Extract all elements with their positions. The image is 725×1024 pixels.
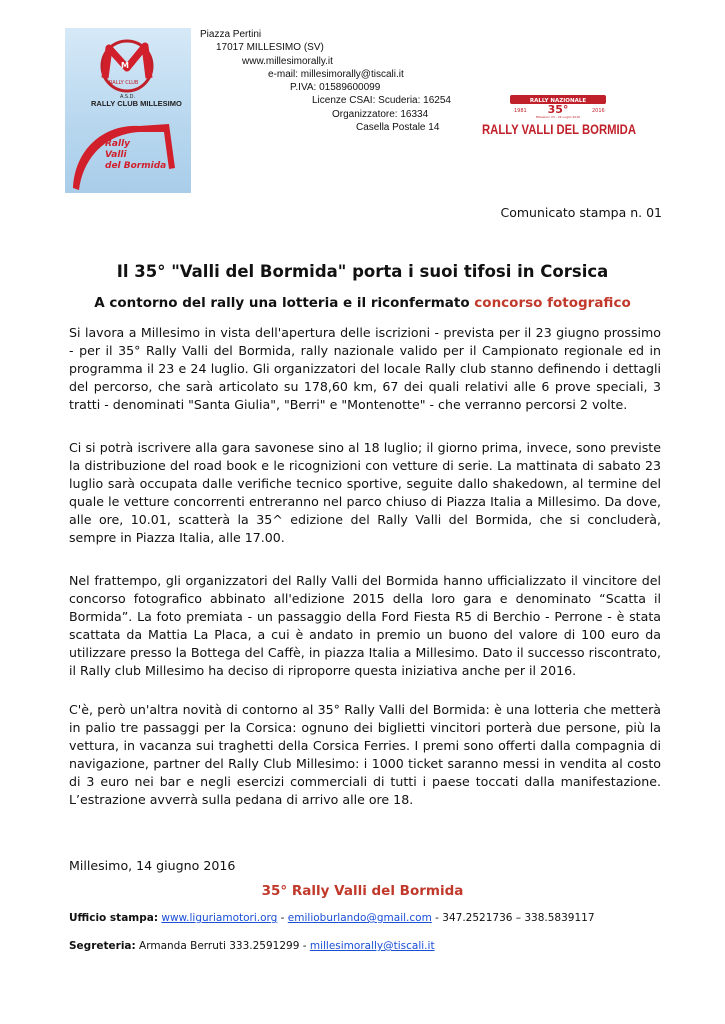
secretary-email-link[interactable]: millesimorally@tiscali.it bbox=[309, 940, 435, 952]
address-organizer: Organizzatore: 16334 bbox=[332, 108, 429, 120]
event-logo bbox=[480, 95, 638, 137]
separator: - bbox=[277, 912, 288, 924]
address-po-box: Casella Postale 14 bbox=[356, 122, 440, 134]
signature: 35° Rally Valli del Bormida bbox=[261, 883, 464, 899]
logo-ring-text: RALLY CLUB bbox=[109, 80, 139, 86]
subtitle bbox=[0, 295, 725, 311]
event-logo-edition: 35° bbox=[547, 103, 569, 116]
subtitle-main: A contorno del rally una lotteria e il riconfermato bbox=[94, 295, 475, 311]
press-office-label: Ufficio stampa: bbox=[69, 912, 159, 924]
press-release-number: Comunicato stampa n. 01 bbox=[500, 205, 662, 220]
event-logo-year-from: 1981 bbox=[514, 108, 527, 114]
press-phones: - 347.2521736 – 338.5839117 bbox=[431, 912, 595, 924]
logo-event-line-1: Rally bbox=[105, 139, 131, 149]
address-vat: P.IVA: 01589600099 bbox=[290, 82, 381, 94]
letterhead-address bbox=[200, 28, 460, 134]
place-date: Millesimo, 14 giugno 2016 bbox=[69, 858, 236, 873]
club-logo bbox=[65, 28, 191, 193]
club-logo-graphic bbox=[65, 28, 191, 193]
body-paragraph: C'è, però un'altra novità di contorno al 35° Rally Valli del Bormida: è una lotteria che metterà in palio tre passaggi per la Corsica: ognuno dei biglietti vincitori porterà due persone, più la vettura, in vacanza sui traghetti della Corsica Ferries. I premi sono offerti dalla compagnia di navigazione, partner del Rally Club Millesimo: i 1000 ticket saranno messi in vendita al costo di 3 euro nei bar e negli esercizi commerciali di tutti i paese toccati dalla manifestazione. L’estrazione avverrà sulla pedana di arrivo alle ore 18. bbox=[69, 702, 661, 808]
page-title: Il 35° "Valli del Bormida" porta i suoi tifosi in Corsica bbox=[116, 262, 609, 281]
body-paragraph: Si lavora a Millesimo in vista dell'apertura delle iscrizioni - prevista per il 23 giugno prossimo - per il 35° Rally Valli del Bormida, rally nazionale valido per il Campionato regionale ed in programma il 23 e 24 luglio. Gli organizzatori del locale Rally club stanno definendo i dettagli del percorso, che sarà articolato su 178,60 km, 67 dei quali relativi alle 6 prove speciali, 3 tratti - denominati "Santa Giulia", "Berri" e "Montenotte" - che verranno percorsi 2 volte. bbox=[69, 325, 661, 413]
address-email: e-mail: millesimorally@tiscali.it bbox=[268, 68, 404, 80]
logo-asd: A.S.D. bbox=[120, 94, 136, 100]
event-logo-name: RALLY VALLI DEL BORMIDA bbox=[482, 121, 636, 137]
body-paragraph: Nel frattempo, gli organizzatori del Rally Valli del Bormida hanno ufficializzato il vincitore del concorso fotografico abbinato all'edizione 2015 della loro gara e denominato “Scatta il Bormida”. La foto premiata - un passaggio della Ford Fiesta R5 di Berchio - Perrone - è stata scattata da Mattia La Placa, a cui è andato in premio un buono del valore di 100 euro da utilizzare presso la Bottega del Caffè, in piazza Italia a Millesimo. Dato il successo riscontrato, il Rally club Millesimo ha deciso di riproporre questa iniziativa anche per il 2016. bbox=[69, 573, 661, 679]
logo-event-line-3: del Bormida bbox=[105, 161, 167, 171]
subtitle-highlight: concorso fotografico bbox=[474, 295, 631, 311]
press-office-line bbox=[69, 912, 595, 924]
body-paragraph: Ci si potrà iscrivere alla gara savonese sino al 18 luglio; il giorno prima, invece, sono previste la distribuzione del road book e le ricognizioni con vetture di serie. La mattinata di sabato 23 luglio sarà occupata dalle verifiche tecnico sportive, seguite dallo shakedown, al termine del quale le vetture concorrenti entreranno nel parco chiuso di Piazza Italia a Millesimo. Da dove, alle ore, 10.01, scatterà la 35^ edizione del Rally Valli del Bormida, che si concluderà, sempre in Piazza Italia, alle 17.00. bbox=[69, 440, 661, 546]
logo-letter: M bbox=[121, 61, 129, 70]
secretary-info: Armanda Berruti 333.2591299 - bbox=[135, 940, 310, 952]
press-email-link[interactable]: emilioburlando@gmail.com bbox=[287, 912, 432, 924]
event-logo-graphic bbox=[480, 95, 638, 137]
logo-club-name: RALLY CLUB MILLESIMO bbox=[91, 99, 182, 108]
event-logo-top-text: RALLY NAZIONALE bbox=[529, 98, 587, 104]
address-licenses: Licenze CSAI: Scuderia: 16254 bbox=[312, 95, 451, 107]
press-website-link[interactable]: www.liguriamotori.org bbox=[161, 912, 278, 924]
address-website: www.millesimorally.it bbox=[242, 55, 333, 67]
event-logo-dates: Millesimo 23 - 24 Luglio 2016 bbox=[535, 115, 581, 119]
secretary-label: Segreteria: bbox=[69, 940, 136, 952]
logo-event-line-2: Valli bbox=[105, 150, 127, 160]
secretary-line bbox=[69, 940, 435, 952]
address-line: 17017 MILLESIMO (SV) bbox=[216, 42, 324, 54]
address-line: Piazza Pertini bbox=[200, 29, 262, 40]
event-logo-year-to: 2016 bbox=[592, 108, 605, 114]
